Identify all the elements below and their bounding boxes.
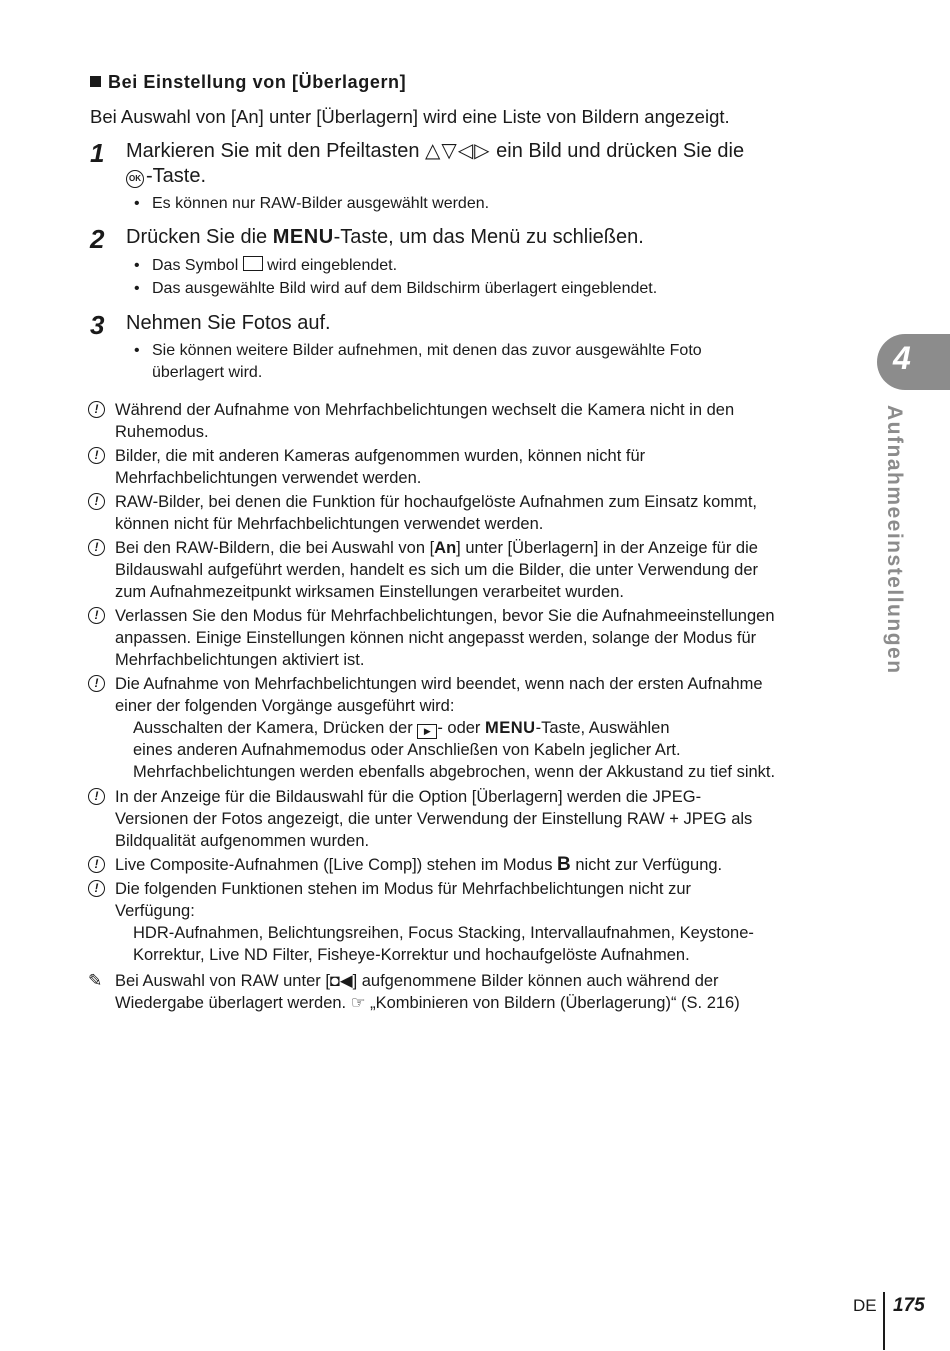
step-1-bullet: • Es können nur RAW-Bilder ausgewählt werden. — [134, 195, 490, 212]
caution-note-2: ! Bilder, die mit anderen Kameras aufgenommen wurden, können nicht für Mehrfachbelichtungen verwendet werden. — [88, 445, 858, 489]
footer-language: DE — [853, 1296, 877, 1315]
caution-icon: ! — [88, 607, 105, 624]
step-number-3: 3 — [90, 310, 105, 340]
caution-note-1: ! Während der Aufnahme von Mehrfachbelichtungen wechselt die Kamera nicht in den Ruhemodus. — [88, 399, 858, 443]
overlay-symbol-icon — [243, 256, 263, 271]
tip-icon: ✎ — [88, 971, 103, 990]
caution-note-8: ! Live Composite-Aufnahmen ([Live Comp]) stehen im Modus B nicht zur Verfügung. — [88, 854, 858, 876]
caution-icon: ! — [88, 539, 105, 556]
bulb-mode-label: B — [557, 854, 571, 875]
ok-button-icon: OK — [126, 170, 144, 188]
step-2-text: Drücken Sie die MENU-Taste, um das Menü zu schließen. — [126, 226, 644, 248]
step-2-bullet-1: • Das Symbol wird eingeblendet. — [134, 257, 398, 274]
chapter-title: Aufnahmeeinstellungen — [883, 405, 906, 675]
caution-note-4: ! Bei den RAW-Bildern, die bei Auswahl von [An] unter [Überlagern] in der Anzeige für die Bildauswahl aufgeführt werden, handelt es sich um die Bilder, die unter Verwendung der zum Aufnahmezeitpunkt wirksamen Einstellungen verarbeitet wurden. — [88, 537, 858, 603]
footer-divider — [883, 1292, 885, 1350]
menu-key-label: MENU — [272, 226, 334, 248]
caution-icon: ! — [88, 401, 105, 418]
caution-icon: ! — [88, 447, 105, 464]
caution-note-9: ! Die folgenden Funktionen stehen im Modus für Mehrfachbelichtungen nicht zur Verfügung: HDR-Aufnahmen, Belichtungsreihen, Focus Stacking, Intervallaufnahmen, Keystone- Korrektur, Live ND Filter, Fisheye-Korrektur und hochaufgelöste Aufnahmen. — [88, 878, 858, 966]
step-3-text: Nehmen Sie Fotos auf. — [126, 312, 331, 334]
arrow-keys-icon: △▽◁▷ — [425, 140, 491, 162]
section-heading — [90, 72, 406, 93]
chapter-tab — [877, 334, 950, 390]
chapter-number: 4 — [893, 340, 911, 376]
square-bullet-icon — [90, 76, 101, 87]
tip-note: ✎ Bei Auswahl von RAW unter [◘◀] aufgenommene Bilder können auch während der Wiedergabe überlagert werden. ☞ „Kombinieren von Bildern (Überlagerung)“ (S. 216) — [88, 971, 740, 1012]
caution-icon: ! — [88, 788, 105, 805]
step-3-bullet: • Sie können weitere Bilder aufnehmen, mit denen das zuvor ausgewählte Foto überlagert wird. — [134, 342, 702, 381]
section-heading-text: Bei Einstellung von [Überlagern] — [108, 72, 407, 92]
camera-menu-icon: ◘◀ — [329, 972, 353, 990]
page-number: 175 — [893, 1295, 925, 1316]
step-number-1: 1 — [90, 138, 105, 168]
caution-icon: ! — [88, 856, 105, 873]
step-1-text: Markieren Sie mit den Pfeiltasten △▽◁▷ ein Bild und drücken Sie die OK -Taste. — [126, 140, 745, 187]
caution-icon: ! — [88, 880, 105, 897]
caution-note-6: ! Die Aufnahme von Mehrfachbelichtungen wird beendet, wenn nach der ersten Aufnahme einer der folgenden Vorgänge ausgeführt wird: Ausschalten der Kamera, Drücken der ▶ - oder MENU-Taste, Auswählen eines anderen Aufnahmemodus oder Anschließen von Kabeln jeglicher Art. Mehrfachbelichtungen werden ebenfalls abgebrochen, wenn der Akkustand zu tief sinkt. — [88, 673, 858, 783]
step-number-2: 2 — [90, 224, 105, 254]
caution-note-5: ! Verlassen Sie den Modus für Mehrfachbelichtungen, bevor Sie die Aufnahmeeinstellungen anpassen. Einige Einstellungen können nicht angepasst werden, solange der Modus für Mehrfachbelichtungen aktiviert ist. — [88, 605, 858, 671]
playback-button-icon: ▶ — [417, 724, 437, 739]
reference-icon: ☞ — [350, 994, 366, 1012]
intro-text: Bei Auswahl von [An] unter [Überlagern] wird eine Liste von Bildern angezeigt. — [90, 106, 730, 127]
caution-note-7: ! In der Anzeige für die Bildauswahl für die Option [Überlagern] werden die JPEG- Versionen der Fotos angezeigt, die unter Verwendung der Einstellung RAW + JPEG als Bildqualität aufgenommen wurden. — [88, 786, 858, 852]
caution-icon: ! — [88, 493, 105, 510]
step-2-bullet-2: • Das ausgewählte Bild wird auf dem Bildschirm überlagert eingeblendet. — [134, 280, 658, 297]
caution-note-3: ! RAW-Bilder, bei denen die Funktion für hochaufgelöste Aufnahmen zum Einsatz kommt, können nicht für Mehrfachbelichtungen verwendet werden. — [88, 491, 858, 535]
caution-icon: ! — [88, 675, 105, 692]
